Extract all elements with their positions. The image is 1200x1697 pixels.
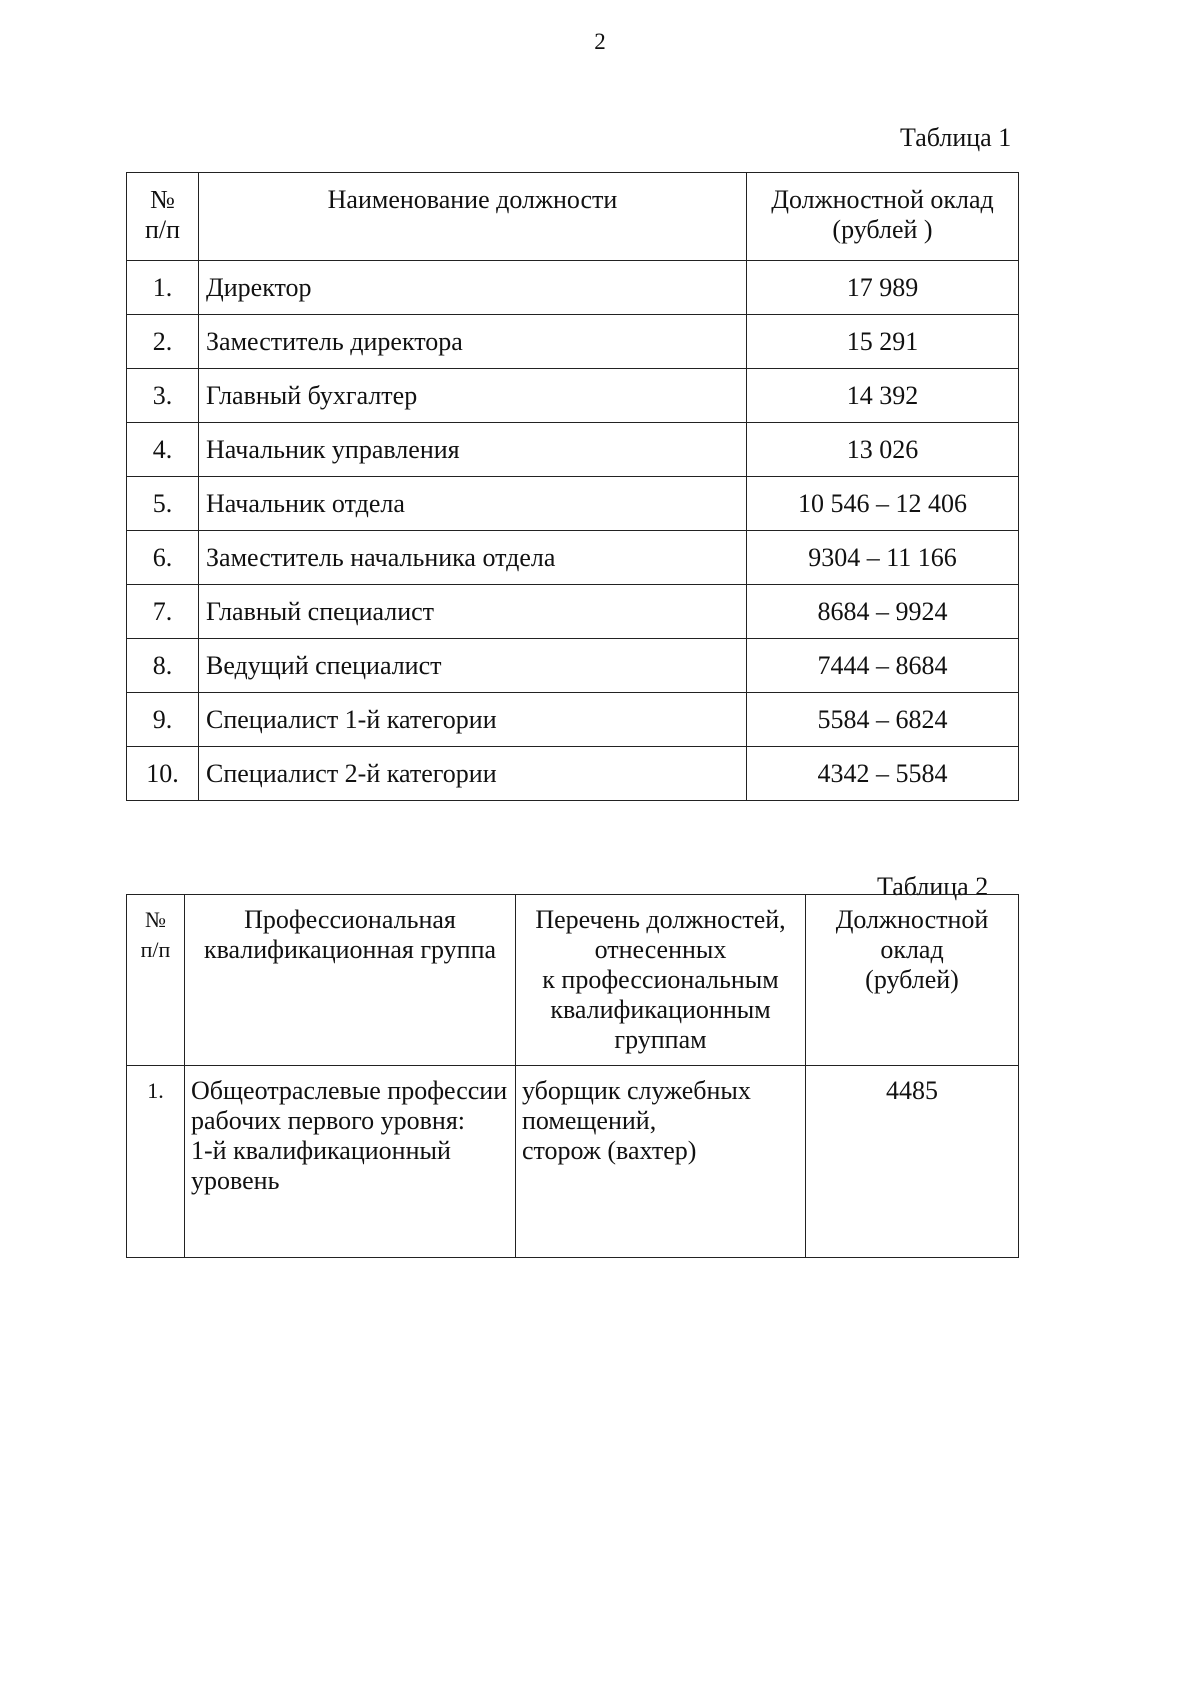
row-number: 3. (127, 369, 199, 423)
header-salary (747, 173, 1019, 261)
salary-value: 4342 – 5584 (747, 747, 1019, 801)
header-number (127, 173, 199, 261)
salary-table-2 (126, 894, 1019, 1258)
salary-value: 4485 (806, 1066, 1019, 1258)
header-position-list (516, 895, 806, 1066)
salary-table-1 (126, 172, 1019, 801)
header-salary-line: Должностной оклад (771, 185, 994, 214)
header-qualification-group (185, 895, 516, 1066)
header-position-list-line: Перечень должностей, (535, 905, 786, 934)
table-row (127, 369, 1019, 423)
header-number-line: п/п (144, 215, 181, 244)
header-number (127, 895, 185, 1066)
row-number: 10. (127, 747, 199, 801)
row-number: 7. (127, 585, 199, 639)
table-row (127, 747, 1019, 801)
row-number: 1. (127, 1066, 185, 1258)
header-salary (806, 895, 1019, 1066)
qualification-group (185, 1066, 516, 1258)
salary-value: 5584 – 6824 (747, 693, 1019, 747)
row-number: 8. (127, 639, 199, 693)
page-number: 2 (594, 29, 606, 54)
row-number: 2. (127, 315, 199, 369)
salary-value: 10 546 – 12 406 (747, 477, 1019, 531)
header-qualification-group-line: квалификационная группа (203, 935, 497, 964)
position-name: Заместитель директора (199, 315, 747, 369)
position-name: Начальник отдела (199, 477, 747, 531)
position-list-line: помещений, (522, 1106, 657, 1135)
table-row (127, 315, 1019, 369)
table-row (127, 585, 1019, 639)
header-number-line: п/п (140, 937, 171, 962)
table-row (127, 1066, 1019, 1258)
table-row (127, 477, 1019, 531)
position-name: Специалист 1-й категории (199, 693, 747, 747)
header-salary-line: оклад (880, 935, 944, 964)
salary-value: 17 989 (747, 261, 1019, 315)
header-position-name-line: Наименование должности (327, 185, 618, 214)
position-name: Специалист 2-й категории (199, 747, 747, 801)
row-number: 1. (127, 261, 199, 315)
table-row (127, 693, 1019, 747)
position-name: Заместитель начальника отдела (199, 531, 747, 585)
row-number: 9. (127, 693, 199, 747)
salary-value: 14 392 (747, 369, 1019, 423)
qualification-group-line: 1-й квалификационный (191, 1136, 451, 1165)
header-position-list-line: к профессиональным (542, 965, 779, 994)
position-list-line: сторож (вахтер) (522, 1136, 697, 1165)
qualification-group-line: уровень (191, 1166, 280, 1195)
position-list (516, 1066, 806, 1258)
row-number: 6. (127, 531, 199, 585)
salary-value: 8684 – 9924 (747, 585, 1019, 639)
header-salary-line: (рублей) (865, 965, 959, 994)
table-2-header-row (127, 895, 1019, 1066)
position-list-line: уборщик служебных (522, 1076, 751, 1105)
table-row (127, 261, 1019, 315)
header-position-list-line: группам (614, 1025, 707, 1054)
table-row (127, 423, 1019, 477)
position-name: Главный бухгалтер (199, 369, 747, 423)
row-number: 4. (127, 423, 199, 477)
table-row (127, 531, 1019, 585)
position-name: Директор (199, 261, 747, 315)
header-number-line: № (150, 185, 175, 214)
header-salary-line: Должностной (835, 905, 989, 934)
salary-value: 9304 – 11 166 (747, 531, 1019, 585)
table-2-caption: Таблица 2 (877, 872, 989, 901)
header-number-line: № (145, 907, 166, 932)
qualification-group-line: рабочих первого уровня: (191, 1106, 466, 1135)
header-position-name (199, 173, 747, 261)
table-row (127, 639, 1019, 693)
header-position-list-line: отнесенных (594, 935, 727, 964)
salary-value: 15 291 (747, 315, 1019, 369)
header-qualification-group-line: Профессиональная (244, 905, 456, 934)
table-1-caption: Таблица 1 (900, 123, 1012, 152)
qualification-group-line: Общеотраслевые профессии (191, 1076, 508, 1105)
header-salary-line: (рублей ) (832, 215, 933, 244)
position-name: Главный специалист (199, 585, 747, 639)
header-position-list-line: квалификационным (550, 995, 771, 1024)
salary-value: 13 026 (747, 423, 1019, 477)
salary-value: 7444 – 8684 (747, 639, 1019, 693)
position-name: Начальник управления (199, 423, 747, 477)
row-number: 5. (127, 477, 199, 531)
position-name: Ведущий специалист (199, 639, 747, 693)
table-1-header-row (127, 173, 1019, 261)
